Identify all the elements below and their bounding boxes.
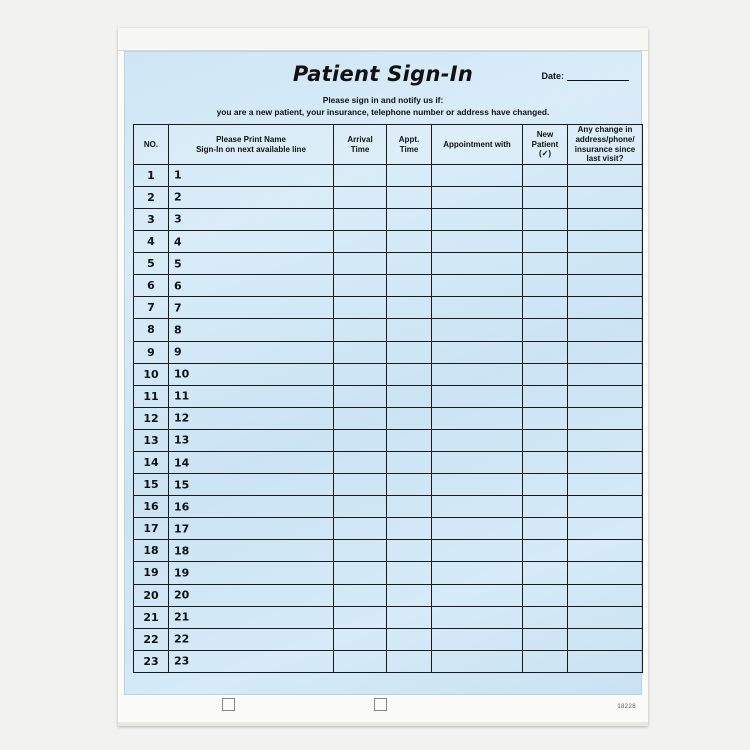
cell-new-patient[interactable] [523,474,568,496]
cell-any-change[interactable] [568,363,643,385]
cell-new-patient[interactable] [523,650,568,672]
cell-print-name[interactable] [169,606,334,628]
table-row [134,231,643,253]
instructions [133,94,633,118]
column-header-appt-line-2: Time [399,144,419,154]
table-row [134,540,643,562]
cell-appointment-with[interactable] [432,584,523,606]
cell-print-name[interactable] [169,429,334,451]
cell-print-name[interactable] [169,275,334,297]
column-header-appt-time [387,125,432,164]
row-number-inline: 13 [174,433,190,447]
sign-in-pad [118,28,648,726]
cell-new-patient[interactable] [523,363,568,385]
cell-appointment-with[interactable] [432,253,523,275]
cell-appointment-with[interactable] [432,341,523,363]
sheet-header [133,58,633,92]
pad-top-strip [118,28,648,51]
row-number: 6 [134,275,169,297]
cell-any-change[interactable] [568,650,643,672]
cell-appointment-with[interactable] [432,628,523,650]
row-number-inline: 11 [174,389,190,403]
cell-new-patient[interactable] [523,319,568,341]
column-header-any-change [568,125,643,164]
cell-appointment-with[interactable] [432,429,523,451]
cell-print-name[interactable] [169,253,334,275]
cell-any-change[interactable] [568,297,643,319]
cell-appt-time[interactable] [387,164,432,186]
cell-any-change[interactable] [568,231,643,253]
cell-new-patient[interactable] [523,584,568,606]
cell-new-patient[interactable] [523,496,568,518]
footer-checkbox-left[interactable] [222,698,235,711]
row-number: 19 [134,562,169,584]
row-number: 23 [134,650,169,672]
cell-any-change[interactable] [568,540,643,562]
cell-print-name[interactable] [169,518,334,540]
cell-arrival-time[interactable] [334,584,387,606]
cell-arrival-time[interactable] [334,606,387,628]
column-header-no: NO. [134,125,169,164]
row-number: 21 [134,606,169,628]
row-number: 13 [134,429,169,451]
cell-new-patient[interactable] [523,297,568,319]
column-header-new-line-2: Patient [531,139,559,149]
row-number-inline: 12 [174,411,190,425]
table-head [134,125,643,164]
cell-arrival-time[interactable] [334,253,387,275]
cell-appt-time[interactable] [387,253,432,275]
row-number: 5 [134,253,169,275]
cell-any-change[interactable] [568,606,643,628]
cell-arrival-time[interactable] [334,628,387,650]
cell-arrival-time[interactable] [334,562,387,584]
cell-appt-time[interactable] [387,429,432,451]
cell-new-patient[interactable] [523,606,568,628]
cell-arrival-time[interactable] [334,297,387,319]
cell-any-change[interactable] [568,562,643,584]
cell-arrival-time[interactable] [334,407,387,429]
cell-appt-time[interactable] [387,341,432,363]
cell-appointment-with[interactable] [432,319,523,341]
cell-print-name[interactable] [169,650,334,672]
row-number-inline: 16 [174,500,190,514]
cell-appointment-with[interactable] [432,363,523,385]
cell-print-name[interactable] [169,474,334,496]
cell-appt-time[interactable] [387,297,432,319]
cell-appt-time[interactable] [387,606,432,628]
cell-new-patient[interactable] [523,562,568,584]
row-number-inline: 3 [174,212,182,226]
row-number-inline: 8 [174,323,182,337]
sign-in-table [133,124,643,673]
row-number: 22 [134,628,169,650]
cell-new-patient[interactable] [523,208,568,230]
table-row [134,164,643,186]
cell-arrival-time[interactable] [334,319,387,341]
table-row [134,253,643,275]
table-row [134,474,643,496]
row-number-inline: 19 [174,566,190,580]
column-header-name-line-2: Sign-In on next available line [196,144,306,154]
cell-appointment-with[interactable] [432,231,523,253]
cell-any-change[interactable] [568,518,643,540]
row-number-inline: 2 [174,190,182,204]
cell-any-change[interactable] [568,186,643,208]
table-row [134,407,643,429]
table-row [134,451,643,473]
cell-new-patient[interactable] [523,186,568,208]
table-row [134,628,643,650]
column-header-arrival-time [334,125,387,164]
cell-new-patient[interactable] [523,628,568,650]
row-number-inline: 20 [174,588,190,602]
row-number: 15 [134,474,169,496]
cell-arrival-time[interactable] [334,231,387,253]
table-row [134,319,643,341]
cell-appointment-with[interactable] [432,186,523,208]
cell-print-name[interactable] [169,186,334,208]
table-body [134,164,643,672]
cell-print-name[interactable] [169,319,334,341]
footer-checkbox-right[interactable] [374,698,387,711]
pad-bottom-edge [118,722,648,726]
cell-arrival-time[interactable] [334,496,387,518]
cell-new-patient[interactable] [523,341,568,363]
date-label: Date: [541,71,564,81]
cell-any-change[interactable] [568,451,643,473]
table-row [134,363,643,385]
cell-appt-time[interactable] [387,208,432,230]
row-number-inline: 21 [174,610,190,624]
cell-new-patient[interactable] [523,518,568,540]
cell-appointment-with[interactable] [432,562,523,584]
column-header-new-line-1: New [536,130,554,140]
cell-any-change[interactable] [568,474,643,496]
column-header-name [169,125,334,164]
cell-print-name[interactable] [169,628,334,650]
cell-arrival-time[interactable] [334,363,387,385]
cell-arrival-time[interactable] [334,186,387,208]
cell-new-patient[interactable] [523,385,568,407]
date-field[interactable] [541,70,629,81]
cell-new-patient[interactable] [523,275,568,297]
cell-appt-time[interactable] [387,275,432,297]
column-header-appointment-with: Appointment with [432,125,523,164]
row-number: 20 [134,584,169,606]
cell-print-name[interactable] [169,363,334,385]
cell-print-name[interactable] [169,451,334,473]
cell-arrival-time[interactable] [334,341,387,363]
row-number-inline: 15 [174,478,190,492]
cell-appointment-with[interactable] [432,208,523,230]
cell-appointment-with[interactable] [432,451,523,473]
cell-print-name[interactable] [169,584,334,606]
table-row [134,341,643,363]
row-number: 1 [134,164,169,186]
row-number: 17 [134,518,169,540]
cell-any-change[interactable] [568,341,643,363]
row-number: 3 [134,208,169,230]
cell-print-name[interactable] [169,385,334,407]
instructions-line-2: you are a new patient, your insurance, telephone number or address have changed. [216,107,550,118]
column-header-new-line-3: (✓) [538,149,552,159]
cell-appt-time[interactable] [387,385,432,407]
row-number: 16 [134,496,169,518]
table-row [134,606,643,628]
cell-appt-time[interactable] [387,186,432,208]
cell-appt-time[interactable] [387,518,432,540]
cell-appointment-with[interactable] [432,496,523,518]
cell-new-patient[interactable] [523,451,568,473]
row-number-inline: 5 [174,257,182,271]
cell-arrival-time[interactable] [334,518,387,540]
cell-any-change[interactable] [568,429,643,451]
cell-appointment-with[interactable] [432,650,523,672]
row-number-inline: 10 [174,367,190,381]
cell-new-patient[interactable] [523,407,568,429]
cell-appointment-with[interactable] [432,540,523,562]
cell-print-name[interactable] [169,407,334,429]
cell-appointment-with[interactable] [432,407,523,429]
cell-appointment-with[interactable] [432,385,523,407]
cell-print-name[interactable] [169,297,334,319]
row-number: 9 [134,341,169,363]
cell-any-change[interactable] [568,253,643,275]
cell-arrival-time[interactable] [334,385,387,407]
row-number: 4 [134,231,169,253]
cell-arrival-time[interactable] [334,650,387,672]
table-row [134,429,643,451]
column-header-new-patient [523,125,568,164]
row-number: 8 [134,319,169,341]
row-number-inline: 7 [174,301,182,315]
row-number-inline: 4 [174,235,182,249]
row-number: 12 [134,407,169,429]
row-number: 2 [134,186,169,208]
cell-any-change[interactable] [568,275,643,297]
row-number-inline: 14 [174,456,190,470]
cell-any-change[interactable] [568,164,643,186]
cell-appointment-with[interactable] [432,518,523,540]
cell-any-change[interactable] [568,407,643,429]
cell-arrival-time[interactable] [334,164,387,186]
cell-appt-time[interactable] [387,496,432,518]
cell-appt-time[interactable] [387,319,432,341]
cell-arrival-time[interactable] [334,474,387,496]
row-number: 14 [134,451,169,473]
product-sku: 18228 [617,704,636,710]
cell-arrival-time[interactable] [334,429,387,451]
row-number: 11 [134,385,169,407]
cell-appt-time[interactable] [387,474,432,496]
page-title: Patient Sign-In [292,62,474,86]
column-header-arrival-line-2: Time [350,144,370,154]
table-row [134,208,643,230]
cell-new-patient[interactable] [523,429,568,451]
row-number-inline: 18 [174,544,190,558]
row-number: 18 [134,540,169,562]
cell-appointment-with[interactable] [432,275,523,297]
cell-appt-time[interactable] [387,650,432,672]
table-row [134,275,643,297]
row-number-inline: 9 [174,345,182,359]
cell-arrival-time[interactable] [334,540,387,562]
row-number: 7 [134,297,169,319]
table-row [134,385,643,407]
cell-appt-time[interactable] [387,628,432,650]
column-header-change-line-4: last visit? [586,154,624,164]
cell-appt-time[interactable] [387,540,432,562]
cell-any-change[interactable] [568,496,643,518]
row-number-inline: 1 [174,168,182,182]
row-number-inline: 23 [174,654,190,668]
sheet-footer [124,698,642,722]
cell-new-patient[interactable] [523,231,568,253]
cell-any-change[interactable] [568,385,643,407]
cell-arrival-time[interactable] [334,451,387,473]
column-header-change-line-2: address/phone/ [575,134,635,144]
cell-print-name[interactable] [169,496,334,518]
table-header-row [134,125,643,164]
cell-appointment-with[interactable] [432,164,523,186]
instructions-line-1: Please sign in and notify us if: [322,95,444,105]
cell-print-name[interactable] [169,540,334,562]
cell-any-change[interactable] [568,319,643,341]
cell-any-change[interactable] [568,628,643,650]
cell-appt-time[interactable] [387,231,432,253]
date-write-line[interactable] [567,70,629,81]
table-row [134,186,643,208]
cell-any-change[interactable] [568,208,643,230]
cell-appt-time[interactable] [387,562,432,584]
column-header-arrival-line-1: Arrival [347,134,373,144]
cell-new-patient[interactable] [523,540,568,562]
cell-print-name[interactable] [169,341,334,363]
cell-appt-time[interactable] [387,451,432,473]
cell-arrival-time[interactable] [334,275,387,297]
row-number-inline: 17 [174,522,190,536]
cell-print-name[interactable] [169,562,334,584]
cell-appt-time[interactable] [387,363,432,385]
table-row [134,584,643,606]
table-row [134,297,643,319]
column-header-name-line-1: Please Print Name [216,134,286,144]
cell-print-name[interactable] [169,208,334,230]
cell-print-name[interactable] [169,231,334,253]
row-number-inline: 22 [174,632,190,646]
column-header-change-line-1: Any change in [577,125,633,135]
cell-new-patient[interactable] [523,164,568,186]
table-row [134,518,643,540]
cell-print-name[interactable] [169,164,334,186]
cell-arrival-time[interactable] [334,208,387,230]
column-header-appt-line-1: Appt. [398,134,420,144]
cell-appointment-with[interactable] [432,297,523,319]
cell-appt-time[interactable] [387,407,432,429]
cell-any-change[interactable] [568,584,643,606]
cell-appointment-with[interactable] [432,606,523,628]
column-header-change-line-3: insurance since [574,144,636,154]
cell-appointment-with[interactable] [432,474,523,496]
row-number-inline: 6 [174,279,182,293]
row-number: 10 [134,363,169,385]
table-row [134,562,643,584]
table-row [134,650,643,672]
cell-appt-time[interactable] [387,584,432,606]
table-row [134,496,643,518]
cell-new-patient[interactable] [523,253,568,275]
sign-in-sheet [124,51,642,695]
